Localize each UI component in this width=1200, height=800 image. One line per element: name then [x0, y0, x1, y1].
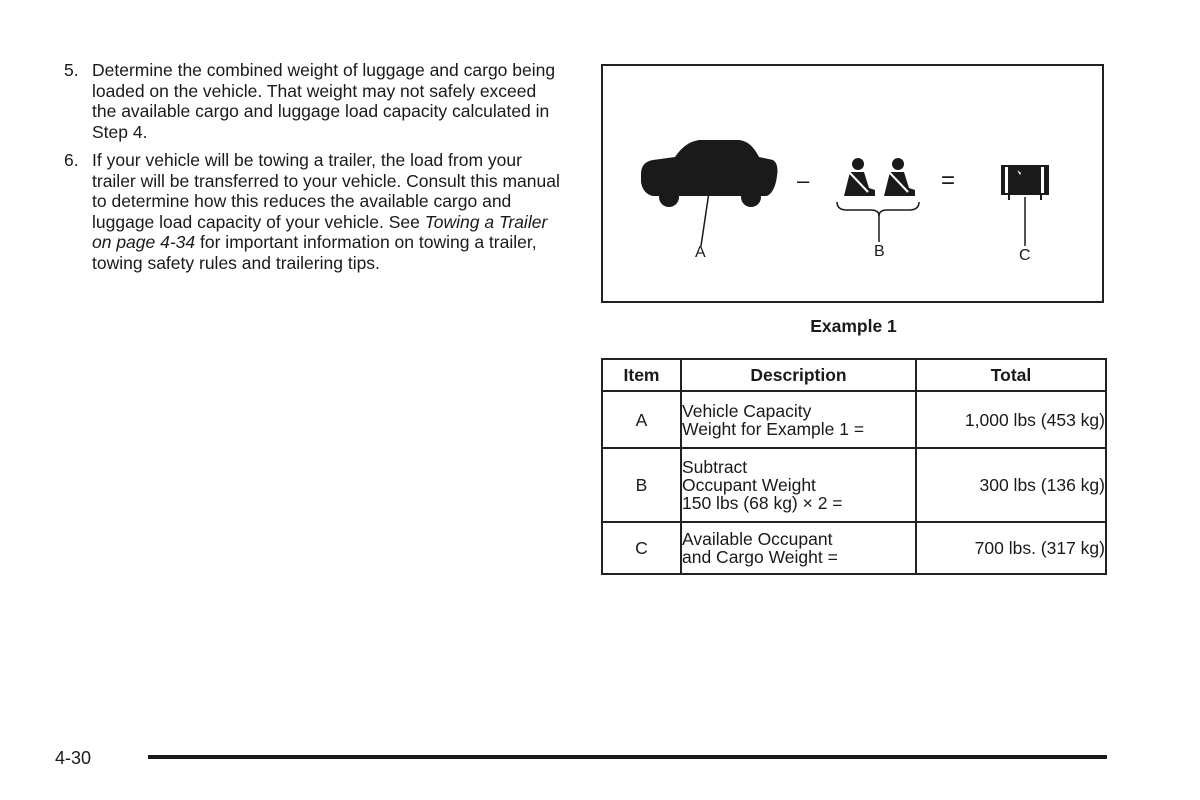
- footer-rule: [148, 755, 1107, 759]
- step-text: Determine the combined weight of luggage and cargo being loaded on the vehicle. That weight may not safely exceed the available cargo and luggage load capacity calculated in Step 4.: [92, 60, 556, 142]
- total-cell: 1,000 lbs (453 kg): [916, 391, 1106, 448]
- step-number: 6.: [64, 150, 79, 170]
- page-number: 4-30: [55, 748, 92, 768]
- figure-caption: Example 1: [810, 316, 897, 336]
- minus-sign: –: [797, 168, 810, 193]
- weight-table: [601, 358, 1107, 575]
- example-figure: [601, 64, 1104, 303]
- description-cell: Available Occupant and Cargo Weight =: [681, 522, 916, 574]
- instruction-list: [64, 60, 564, 281]
- table-row: [602, 448, 1106, 522]
- column-header-total: Total: [916, 359, 1106, 391]
- occupant-brace: [837, 202, 919, 216]
- item-cell: A: [602, 391, 681, 448]
- seated-occupant-icon: [884, 158, 915, 196]
- description-cell: Subtract Occupant Weight 150 lbs (68 kg) × 2 =: [681, 448, 916, 522]
- step-text-after: for important information on towing a trailer, towing safety rules and trailering tips.: [92, 232, 537, 273]
- weight-equation-illustration: [603, 66, 1106, 305]
- step-number: 5.: [64, 60, 79, 80]
- label-a: A: [695, 244, 706, 261]
- total-cell: 700 lbs. (317 kg): [916, 522, 1106, 574]
- step-text: [92, 150, 560, 273]
- towing-trailer-reference[interactable]: Towing a Trailer on page 4-34: [92, 211, 548, 252]
- total-cell: 300 lbs (136 kg): [916, 448, 1106, 522]
- cargo-container-icon: [1001, 165, 1049, 246]
- description-cell: Vehicle Capacity Weight for Example 1 =: [681, 391, 916, 448]
- column-header-description: Description: [681, 359, 916, 391]
- column-header-item: Item: [602, 359, 681, 391]
- label-b: B: [874, 243, 885, 260]
- table-row: [602, 522, 1106, 574]
- table-row: [602, 391, 1106, 448]
- label-c: C: [1019, 247, 1031, 264]
- step-6: [64, 150, 564, 273]
- item-cell: B: [602, 448, 681, 522]
- step-text-before: If your vehicle will be towing a trailer, the load from your trailer will be transferred to your vehicle. Consult this manual to determine how this reduces the available cargo and luggage load capacity of your vehicle. See: [92, 150, 560, 232]
- equals-sign: =: [941, 167, 956, 194]
- item-cell: C: [602, 522, 681, 574]
- step-5: [64, 60, 564, 142]
- table-header-row: [602, 359, 1106, 391]
- vehicle-icon: [641, 140, 778, 246]
- seated-occupant-icon: [844, 158, 875, 196]
